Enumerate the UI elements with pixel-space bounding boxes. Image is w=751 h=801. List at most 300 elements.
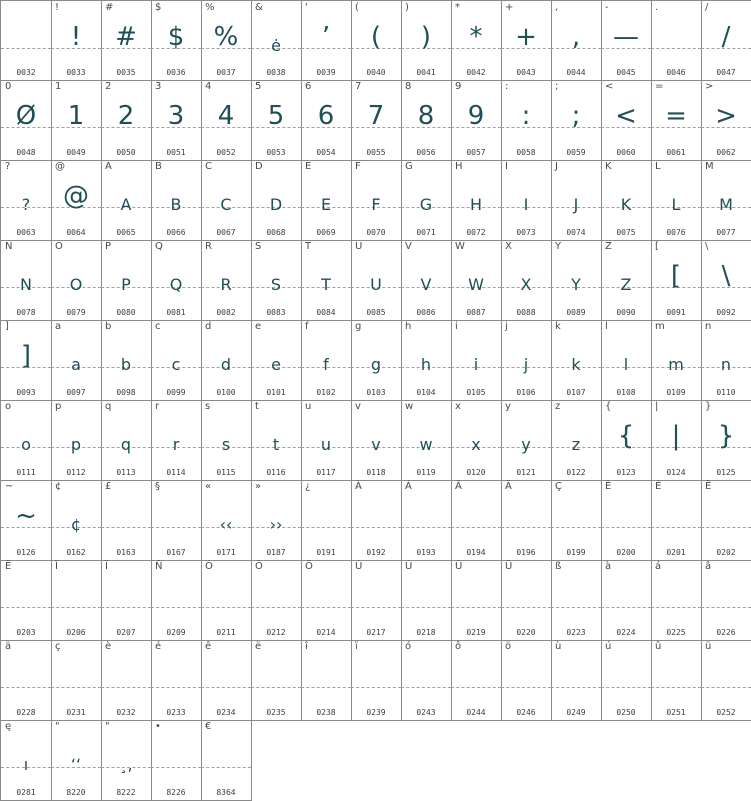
glyph-sample: = — [665, 101, 687, 131]
cell-character-label: Â — [455, 481, 462, 492]
baseline-guide — [701, 687, 751, 688]
glyph-sample: Z — [620, 275, 632, 294]
glyph-cell — [251, 640, 302, 721]
glyph-sample: ) — [420, 22, 432, 52]
cell-codepoint: 0050 — [116, 148, 136, 157]
baseline-guide — [701, 527, 751, 528]
cell-character-label: Q — [155, 241, 163, 252]
glyph-cell — [201, 160, 252, 241]
cell-codepoint: 0091 — [666, 308, 686, 317]
cell-codepoint: 0103 — [366, 388, 386, 397]
glyph-sample: M — [719, 195, 733, 214]
cell-codepoint: 0187 — [266, 548, 286, 557]
cell-character-label: t — [255, 401, 259, 412]
glyph-cell — [601, 80, 652, 161]
cell-codepoint: 0090 — [616, 308, 636, 317]
cell-character-label: c — [155, 321, 161, 332]
cell-character-label: ( — [355, 2, 359, 13]
cell-character-label: 0 — [5, 81, 12, 92]
cell-codepoint: 0171 — [216, 548, 236, 557]
glyph-cell — [651, 480, 702, 561]
glyph-cell — [351, 80, 402, 161]
cell-codepoint: 0069 — [316, 228, 336, 237]
glyph-cell — [251, 400, 302, 481]
cell-codepoint: 0246 — [516, 708, 536, 717]
cell-codepoint: 0075 — [616, 228, 636, 237]
cell-codepoint: 0084 — [316, 308, 336, 317]
cell-codepoint: 0059 — [566, 148, 586, 157]
cell-character-label: 7 — [355, 81, 362, 92]
glyph-sample: d — [220, 355, 232, 374]
cell-character-label: F — [355, 161, 361, 172]
glyph-sample: U — [370, 275, 382, 294]
glyph-cell — [551, 80, 602, 161]
glyph-sample: e — [271, 355, 281, 374]
cell-character-label: / — [705, 2, 709, 13]
cell-character-label: u — [305, 401, 312, 412]
glyph-cell — [701, 0, 751, 81]
glyph-sample: q — [120, 435, 132, 454]
glyph-sample: R — [220, 275, 232, 294]
glyph-cell — [351, 320, 402, 401]
cell-character-label: 5 — [255, 81, 262, 92]
baseline-guide — [651, 527, 701, 528]
cell-codepoint: 0056 — [416, 148, 436, 157]
cell-codepoint: 0049 — [66, 148, 86, 157]
glyph-sample: h — [420, 355, 432, 374]
cell-codepoint: 0055 — [366, 148, 386, 157]
glyph-sample: X — [520, 275, 532, 294]
cell-codepoint: 0047 — [716, 68, 736, 77]
cell-codepoint: 0113 — [116, 468, 136, 477]
glyph-sample: u — [320, 435, 332, 454]
glyph-cell — [101, 560, 152, 641]
glyph-sample: ( — [370, 22, 382, 52]
cell-codepoint: 0052 — [216, 148, 236, 157]
glyph-cell — [651, 320, 702, 401]
cell-codepoint: 0098 — [116, 388, 136, 397]
glyph-sample: Q — [169, 275, 183, 294]
cell-character-label: é — [155, 641, 162, 652]
cell-character-label: n — [705, 321, 712, 332]
cell-codepoint: 0214 — [316, 628, 336, 637]
cell-character-label: » — [255, 481, 262, 492]
glyph-sample: ? — [21, 195, 31, 214]
cell-character-label: f — [305, 321, 309, 332]
cell-character-label: l — [605, 321, 608, 332]
cell-character-label: 1 — [55, 81, 62, 92]
cell-codepoint: 0252 — [716, 708, 736, 717]
cell-codepoint: 0117 — [316, 468, 336, 477]
glyph-cell — [501, 160, 552, 241]
baseline-guide — [651, 607, 701, 608]
cell-codepoint: 0203 — [16, 628, 36, 637]
cell-character-label: h — [405, 321, 412, 332]
glyph-sample: l — [623, 355, 629, 374]
baseline-guide — [101, 527, 151, 528]
glyph-sample: x — [471, 435, 481, 454]
glyph-cell — [601, 640, 652, 721]
baseline-guide — [301, 527, 351, 528]
baseline-guide — [151, 687, 201, 688]
glyph-cell — [351, 560, 402, 641]
glyph-cell — [151, 400, 202, 481]
glyph-sample: F — [371, 195, 381, 214]
cell-character-label: Ó — [205, 561, 213, 572]
glyph-cell — [301, 80, 352, 161]
cell-codepoint: 0281 — [16, 788, 36, 797]
glyph-cell — [101, 320, 152, 401]
glyph-cell — [51, 240, 102, 321]
glyph-sample: ›› — [269, 515, 283, 534]
baseline-guide — [251, 607, 301, 608]
cell-codepoint: 0209 — [166, 628, 186, 637]
glyph-cell — [1, 0, 52, 81]
glyph-sample: a — [71, 355, 81, 374]
cell-character-label: o — [5, 401, 12, 412]
cell-character-label: = — [655, 81, 664, 92]
glyph-cell — [501, 320, 552, 401]
glyph-cell — [201, 480, 252, 561]
cell-codepoint: 0111 — [16, 468, 36, 477]
glyph-sample: { — [617, 421, 635, 451]
cell-codepoint: 0102 — [316, 388, 336, 397]
glyph-cell — [701, 400, 751, 481]
cell-codepoint: 0232 — [116, 708, 136, 717]
glyph-cell — [51, 480, 102, 561]
glyph-sample: z — [571, 435, 581, 454]
baseline-guide — [651, 48, 701, 49]
baseline-guide — [601, 607, 651, 608]
cell-codepoint: 0162 — [66, 548, 86, 557]
glyph-sample: S — [270, 275, 282, 294]
cell-character-label: P — [105, 241, 112, 252]
cell-codepoint: 0078 — [16, 308, 36, 317]
glyph-cell — [701, 320, 751, 401]
glyph-sample: } — [717, 421, 735, 451]
baseline-guide — [601, 527, 651, 528]
glyph-cell — [551, 320, 602, 401]
cell-codepoint: 0122 — [566, 468, 586, 477]
cell-character-label: Ù — [355, 561, 363, 572]
cell-character-label: î — [305, 641, 308, 652]
glyph-cell — [1, 560, 52, 641]
cell-character-label: Ô — [255, 561, 263, 572]
cell-character-label: R — [205, 241, 212, 252]
glyph-sample: 7 — [367, 101, 385, 131]
glyph-cell — [101, 400, 152, 481]
cell-character-label: < — [605, 81, 614, 92]
cell-codepoint: 0099 — [166, 388, 186, 397]
cell-codepoint: 0199 — [566, 548, 586, 557]
baseline-guide — [551, 687, 601, 688]
baseline-guide — [1, 687, 51, 688]
cell-character-label: « — [205, 481, 212, 492]
glyph-cell — [151, 480, 202, 561]
cell-codepoint: 0032 — [16, 68, 36, 77]
cell-codepoint: 0035 — [116, 68, 136, 77]
cell-character-label: ê — [205, 641, 212, 652]
glyph-sample: C — [220, 195, 232, 214]
cell-character-label: ~ — [5, 481, 14, 492]
cell-codepoint: 0079 — [66, 308, 86, 317]
glyph-cell — [451, 240, 502, 321]
cell-codepoint: 0126 — [16, 548, 36, 557]
cell-codepoint: 0235 — [266, 708, 286, 717]
glyph-cell — [401, 0, 452, 81]
cell-character-label: $ — [155, 2, 162, 13]
cell-codepoint: 0250 — [616, 708, 636, 717]
cell-codepoint: 0089 — [566, 308, 586, 317]
glyph-sample: # — [115, 22, 137, 52]
glyph-cell — [601, 160, 652, 241]
cell-codepoint: 0045 — [616, 68, 636, 77]
cell-character-label: , — [555, 2, 559, 13]
cell-character-label: È — [605, 481, 612, 492]
baseline-guide — [201, 687, 251, 688]
baseline-guide — [151, 607, 201, 608]
glyph-sample: : — [521, 101, 531, 131]
cell-character-label: p — [55, 401, 62, 412]
cell-codepoint: 0074 — [566, 228, 586, 237]
cell-codepoint: 0211 — [216, 628, 236, 637]
baseline-guide — [1, 607, 51, 608]
baseline-guide — [651, 687, 701, 688]
glyph-sample: 2 — [117, 101, 135, 131]
cell-codepoint: 0100 — [216, 388, 236, 397]
cell-codepoint: 0040 — [366, 68, 386, 77]
glyph-cell — [701, 640, 751, 721]
glyph-sample: b — [120, 355, 132, 374]
cell-character-label: Î — [55, 561, 58, 572]
cell-codepoint: 0104 — [416, 388, 436, 397]
glyph-sample: / — [721, 22, 731, 52]
cell-character-label: S — [255, 241, 262, 252]
glyph-sample: ¸, — [119, 755, 133, 774]
cell-codepoint: 8226 — [166, 788, 186, 797]
cell-character-label: ; — [555, 81, 559, 92]
cell-character-label: T — [305, 241, 312, 252]
cell-codepoint: 0107 — [566, 388, 586, 397]
glyph-cell — [401, 320, 452, 401]
cell-character-label: x — [455, 401, 461, 412]
cell-character-label: k — [555, 321, 561, 332]
glyph-cell — [301, 400, 352, 481]
cell-character-label: ó — [405, 641, 412, 652]
cell-codepoint: 0219 — [466, 628, 486, 637]
baseline-guide — [451, 687, 501, 688]
glyph-cell — [351, 640, 402, 721]
cell-character-label: £ — [105, 481, 112, 492]
glyph-cell — [151, 80, 202, 161]
cell-codepoint: 0233 — [166, 708, 186, 717]
glyph-cell — [401, 560, 452, 641]
glyph-sample: W — [468, 275, 484, 294]
cell-character-label: è — [105, 641, 112, 652]
cell-character-label: ï — [355, 641, 358, 652]
cell-codepoint: 0226 — [716, 628, 736, 637]
glyph-cell — [501, 560, 552, 641]
glyph-cell — [251, 0, 302, 81]
glyph-cell — [501, 400, 552, 481]
glyph-cell — [151, 0, 202, 81]
baseline-guide — [701, 607, 751, 608]
cell-character-label: ¿ — [305, 481, 311, 492]
glyph-cell — [551, 160, 602, 241]
glyph-cell — [601, 320, 652, 401]
glyph-sample: Y — [571, 275, 581, 294]
glyph-cell — [601, 560, 652, 641]
glyph-cell — [451, 0, 502, 81]
cell-character-label: Ö — [305, 561, 313, 572]
cell-character-label: ę — [5, 721, 12, 732]
cell-character-label: & — [255, 2, 263, 13]
glyph-sample: k — [571, 355, 581, 374]
cell-character-label: ù — [555, 641, 562, 652]
glyph-cell — [601, 480, 652, 561]
glyph-sample: ‹‹ — [219, 515, 233, 534]
glyph-cell — [301, 480, 352, 561]
glyph-cell — [101, 480, 152, 561]
glyph-sample: n — [720, 355, 732, 374]
cell-codepoint: 0120 — [466, 468, 486, 477]
glyph-cell — [201, 720, 252, 801]
glyph-cell — [451, 640, 502, 721]
cell-codepoint: 0048 — [16, 148, 36, 157]
glyph-cell — [51, 720, 102, 801]
glyph-cell — [451, 320, 502, 401]
cell-codepoint: 8364 — [216, 788, 236, 797]
glyph-sample: T — [321, 275, 331, 294]
cell-character-label: d — [205, 321, 212, 332]
glyph-cell — [51, 400, 102, 481]
glyph-cell — [701, 560, 751, 641]
glyph-cell — [551, 400, 602, 481]
cell-codepoint: 0081 — [166, 308, 186, 317]
glyph-cell — [351, 160, 402, 241]
baseline-guide — [201, 767, 251, 768]
cell-character-label: E — [305, 161, 312, 172]
cell-codepoint: 0225 — [666, 628, 686, 637]
cell-character-label: D — [255, 161, 263, 172]
glyph-cell — [701, 80, 751, 161]
cell-character-label: y — [505, 401, 511, 412]
cell-codepoint: 0124 — [666, 468, 686, 477]
glyph-cell — [551, 480, 602, 561]
cell-character-label: [ — [655, 241, 659, 252]
glyph-cell — [651, 400, 702, 481]
cell-character-label: * — [455, 2, 460, 13]
glyph-cell — [201, 240, 252, 321]
glyph-cell — [401, 400, 452, 481]
glyph-cell — [451, 80, 502, 161]
baseline-guide — [351, 527, 401, 528]
cell-codepoint: 0043 — [516, 68, 536, 77]
cell-character-label: M — [705, 161, 714, 172]
baseline-guide — [101, 607, 151, 608]
cell-codepoint: 0041 — [416, 68, 436, 77]
baseline-guide — [51, 607, 101, 608]
cell-codepoint: 0053 — [266, 148, 286, 157]
baseline-guide — [301, 687, 351, 688]
cell-character-label: J — [555, 161, 558, 172]
glyph-cell — [1, 320, 52, 401]
cell-codepoint: 0070 — [366, 228, 386, 237]
glyph-sample: 6 — [317, 101, 335, 131]
glyph-cell — [51, 0, 102, 81]
cell-codepoint: 0125 — [716, 468, 736, 477]
cell-character-label: ö — [505, 641, 512, 652]
glyph-cell — [151, 560, 202, 641]
glyph-cell — [301, 0, 352, 81]
cell-character-label: ] — [5, 321, 9, 332]
cell-character-label: 9 — [455, 81, 462, 92]
cell-codepoint: 0071 — [416, 228, 436, 237]
baseline-guide — [151, 767, 201, 768]
glyph-sample: B — [170, 195, 182, 214]
cell-character-label: Ñ — [155, 561, 163, 572]
cell-codepoint: 0191 — [316, 548, 336, 557]
cell-character-label: U — [355, 241, 363, 252]
cell-character-label: á — [655, 561, 662, 572]
glyph-cell — [301, 160, 352, 241]
glyph-sample: 4 — [217, 101, 235, 131]
cell-character-label: j — [505, 321, 508, 332]
glyph-sample: > — [715, 101, 737, 131]
baseline-guide — [501, 607, 551, 608]
cell-codepoint: 0223 — [566, 628, 586, 637]
glyph-cell — [101, 720, 152, 801]
glyph-cell — [501, 240, 552, 321]
cell-codepoint: 0251 — [666, 708, 686, 717]
glyph-sample: | — [671, 421, 681, 451]
cell-character-label: } — [705, 401, 712, 412]
glyph-sample: ; — [571, 101, 581, 131]
glyph-cell — [701, 160, 751, 241]
baseline-guide — [1, 48, 51, 49]
glyph-cell — [551, 0, 602, 81]
cell-character-label: > — [705, 81, 714, 92]
glyph-cell — [651, 240, 702, 321]
cell-character-label: 8 — [405, 81, 412, 92]
glyph-cell — [301, 240, 352, 321]
glyph-sample: v — [371, 435, 381, 454]
glyph-sample: N — [20, 275, 32, 294]
cell-character-label: + — [505, 2, 514, 13]
baseline-guide — [451, 527, 501, 528]
cell-character-label: L — [655, 161, 661, 172]
cell-character-label: 6 — [305, 81, 312, 92]
cell-character-label: " — [55, 721, 60, 732]
cell-codepoint: 0196 — [516, 548, 536, 557]
cell-character-label: B — [155, 161, 162, 172]
glyph-sample: , — [571, 22, 581, 52]
cell-codepoint: 0036 — [166, 68, 186, 77]
baseline-guide — [551, 607, 601, 608]
glyph-sample: K — [620, 195, 632, 214]
cell-character-label: • — [155, 721, 161, 732]
cell-codepoint: 0097 — [66, 388, 86, 397]
cell-character-label: ! — [55, 2, 60, 13]
baseline-guide — [551, 527, 601, 528]
glyph-cell — [151, 640, 202, 721]
cell-character-label: : — [505, 81, 509, 92]
cell-codepoint: 0101 — [266, 388, 286, 397]
cell-character-label: @ — [55, 161, 65, 172]
baseline-guide — [451, 607, 501, 608]
cell-codepoint: 0207 — [116, 628, 136, 637]
cell-codepoint: 0220 — [516, 628, 536, 637]
